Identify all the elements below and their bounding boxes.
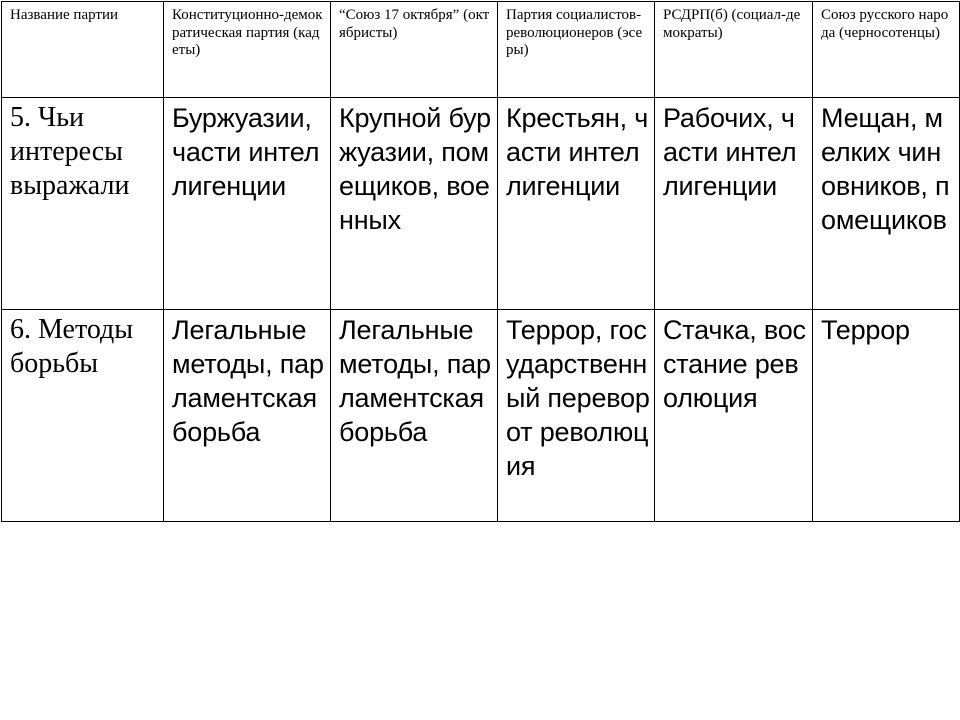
cell-text: Рабочих, части интеллигенции	[663, 103, 797, 201]
cell-text: Террор	[821, 315, 910, 345]
header-cell-octobrists	[331, 2, 498, 98]
table-cell	[498, 310, 655, 522]
cell-text: Крупной буржуазии, помещиков, военных	[339, 103, 491, 235]
header-cell-party-name	[2, 2, 164, 98]
cell-text: Стачка, восстание революция	[663, 315, 806, 413]
header-cell-text: РСДРП(б) (социал-демократы)	[663, 7, 801, 41]
table-row-methods	[2, 310, 960, 522]
table-header-row	[2, 2, 960, 98]
table-cell	[331, 98, 498, 310]
cell-text: Террор, государственный переворот революция	[506, 315, 650, 481]
table-cell	[164, 310, 331, 522]
cell-text: Крестьян, части интеллигенции	[506, 103, 649, 201]
cell-text: Буржуазии, части интеллигенции	[172, 103, 320, 201]
row-label-text: 6. Методы борьбы	[10, 314, 134, 379]
cell-text: Мещан, мелких чиновников, помещиков	[821, 103, 950, 235]
row-label-text: 5. Чьи интересы выражали	[10, 102, 130, 201]
party-comparison-table-wrapper	[1, 1, 960, 522]
row-label-methods	[2, 310, 164, 522]
table-cell	[813, 310, 960, 522]
header-cell-esers	[498, 2, 655, 98]
table-cell	[164, 98, 331, 310]
table-cell	[655, 310, 813, 522]
table-cell	[655, 98, 813, 310]
row-label-interests	[2, 98, 164, 310]
cell-text: Легальные методы, парламентская борьба	[172, 315, 324, 447]
header-cell-text: Союз русского народа (черносотенцы)	[821, 7, 949, 41]
table-cell	[498, 98, 655, 310]
table-cell	[813, 98, 960, 310]
party-comparison-table	[1, 1, 960, 522]
table-row-interests	[2, 98, 960, 310]
header-cell-black-hundreds	[813, 2, 960, 98]
header-cell-kadets	[164, 2, 331, 98]
cell-text: Легальные методы, парламентская борьба	[339, 315, 491, 447]
header-cell-text: Партия социалистов-революционеров (эсеры)	[506, 7, 643, 58]
header-cell-rsdrp	[655, 2, 813, 98]
header-cell-text: Название партии	[10, 7, 119, 23]
header-cell-text: “Союз 17 октября” (октябристы)	[339, 7, 490, 41]
table-cell	[331, 310, 498, 522]
header-cell-text: Конституционно-демократическая партия (кадеты)	[172, 7, 323, 58]
